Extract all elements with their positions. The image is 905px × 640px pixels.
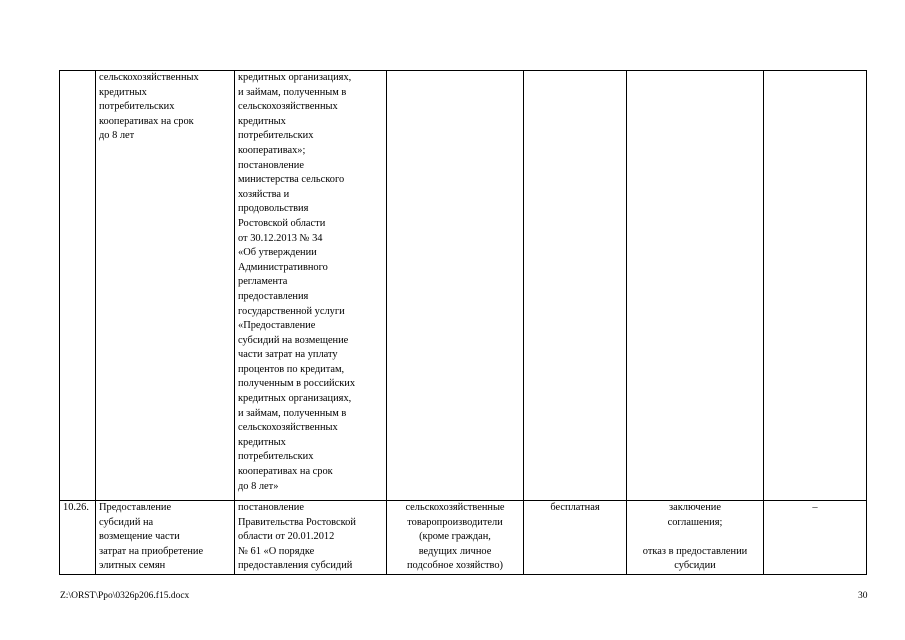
- table-row: [60, 71, 867, 501]
- result-cell: [627, 71, 764, 501]
- legal-basis-cell: кредитных организациях, и займам, полученным в сельскохозяйственных кредитных потребительских кооперативах»; постановление министерства сельского хозяйства и продовольствия Ростовской области от 30.12.2013 № 34 «Об утверждении Административного регламента предоставления государственной услуги «Предоставление субсидий на возмещение части затрат на уплату процентов по кредитам, полученным в российских кредитных организациях, и займам, полученным в сельскохозяйственных кредитных потребительских кооперативах на срок до 8 лет»: [235, 71, 387, 501]
- fee-cell: бесплатная: [524, 501, 627, 575]
- recipients-cell: сельскохозяйственные товаропроизводители (кроме граждан, ведущих личное подсобное хозяйство): [387, 501, 524, 575]
- service-name-cell: Предоставление субсидий на возмещение части затрат на приобретение элитных семян: [96, 501, 235, 575]
- result-cell: заключение соглашения; отказ в предоставлении субсидии: [627, 501, 764, 575]
- extra-cell: [764, 71, 867, 501]
- row-number-cell: 10.26.: [60, 501, 96, 575]
- extra-cell: –: [764, 501, 867, 575]
- legal-basis-cell: постановление Правительства Ростовской области от 20.01.2012 № 61 «О порядке предоставления субсидий: [235, 501, 387, 575]
- document-table: [59, 70, 867, 575]
- fee-cell: [524, 71, 627, 501]
- table-row: [60, 501, 867, 575]
- row-number-cell: [60, 71, 96, 501]
- footer-file-path: Z:\ORST\Ppo\0326p206.f15.docx: [60, 591, 190, 601]
- page-number: 30: [858, 591, 868, 601]
- service-name-cell: сельскохозяйственных кредитных потребительских кооперативах на срок до 8 лет: [96, 71, 235, 501]
- recipients-cell: [387, 71, 524, 501]
